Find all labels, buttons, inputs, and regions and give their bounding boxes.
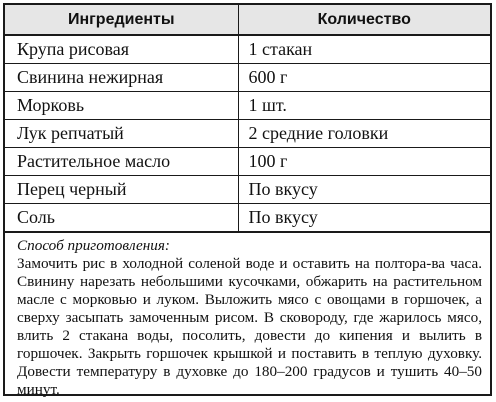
- header-quantity: Количество: [238, 5, 490, 35]
- ingredient-quantity: 600 г: [238, 64, 490, 92]
- table-row: [5, 204, 490, 232]
- recipe-card: [3, 3, 492, 396]
- table-row: [5, 176, 490, 204]
- ingredient-name: Свинина нежирная: [5, 64, 238, 92]
- method-text: Замочить рис в холодной соленой воде и оставить на полтора-ва часа. Свинину нарезать небольшими кусочками, обжарить на растительном масле с морковью и луком. Выложить мясо с овощами в горшочек, а сверху засыпать замоченным рисом. В сковороду, где жарилось мясо, влить 2 стакана воды, посолить, довести до кипения и вылить в горшочек. Закрыть горшочек крышкой и поставить в теплую духовку. Довести температуру в духовке до 180–200 градусов и тушить 40–50 минут.: [17, 255, 482, 398]
- table-row: [5, 92, 490, 120]
- table-row: [5, 64, 490, 92]
- table-row: [5, 120, 490, 148]
- table-header-row: [5, 5, 490, 35]
- method-section: [5, 232, 490, 399]
- ingredient-quantity: 1 стакан: [238, 35, 490, 64]
- method-title: Способ приготовления:: [17, 237, 170, 254]
- ingredient-name: Перец черный: [5, 176, 238, 204]
- ingredient-quantity: По вкусу: [238, 204, 490, 232]
- ingredient-quantity: 2 средние головки: [238, 120, 490, 148]
- ingredient-name: Морковь: [5, 92, 238, 120]
- table-row: [5, 148, 490, 176]
- ingredient-name: Крупа рисовая: [5, 35, 238, 64]
- table-row: [5, 35, 490, 64]
- ingredient-name: Растительное масло: [5, 148, 238, 176]
- ingredient-quantity: По вкусу: [238, 176, 490, 204]
- ingredients-table: [5, 5, 490, 232]
- ingredient-quantity: 100 г: [238, 148, 490, 176]
- ingredient-name: Соль: [5, 204, 238, 232]
- header-ingredients: Ингредиенты: [5, 5, 238, 35]
- ingredient-quantity: 1 шт.: [238, 92, 490, 120]
- ingredient-name: Лук репчатый: [5, 120, 238, 148]
